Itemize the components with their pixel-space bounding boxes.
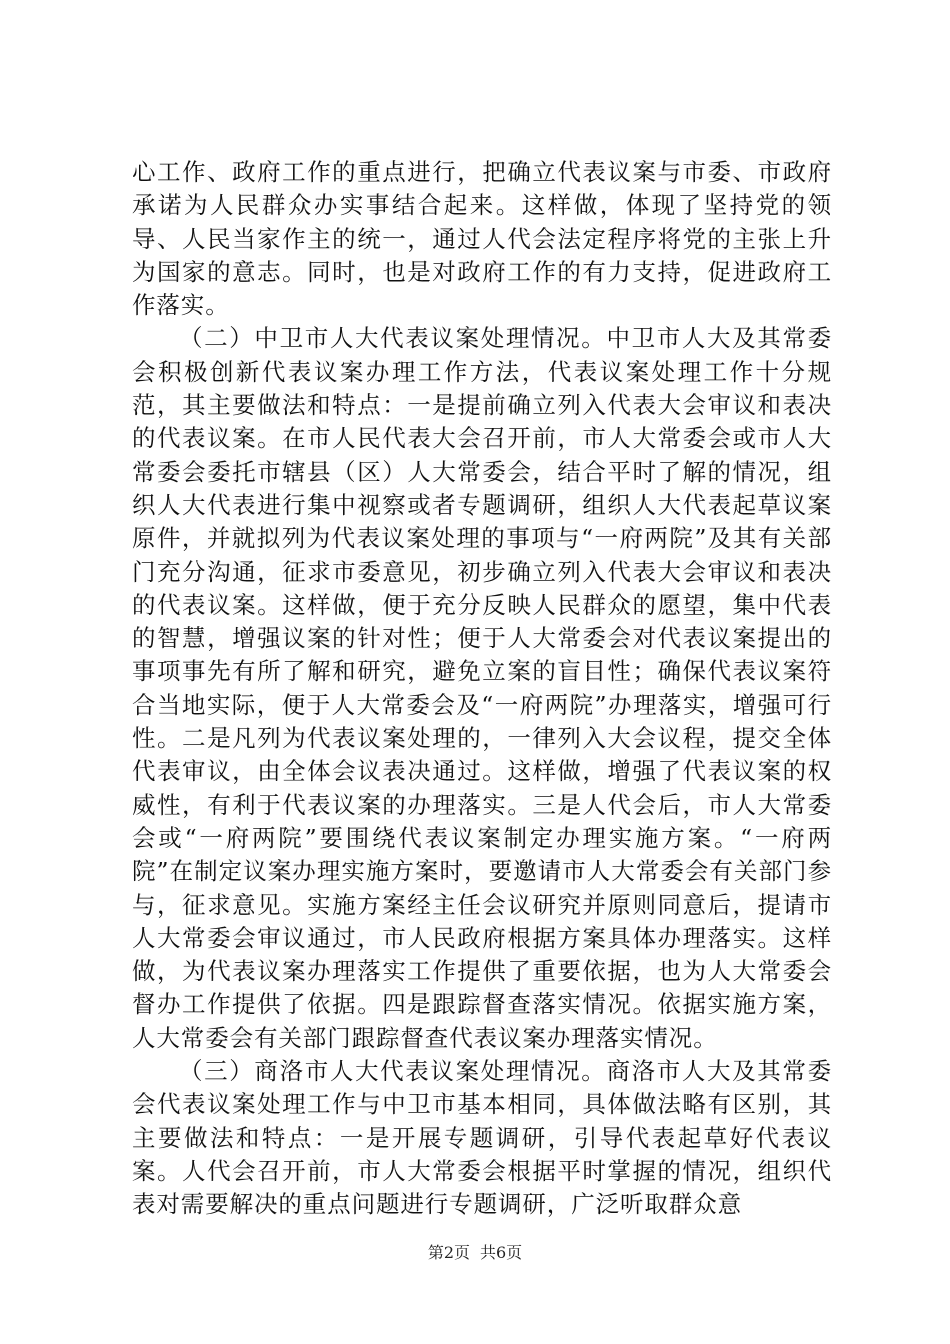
document-body xyxy=(132,156,832,1222)
paragraph-section-2: （二）中卫市人大代表议案处理情况。中卫市人大及其常委会积极创新代表议案办理工作方法，代表议案处理工作十分规范，其主要做法和特点：一是提前确立列入代表大会审议和表决的代表议案。在市人民代表大会召开前，市人大常委会或市人大常委会委托市辖县（区）人大常委会，结合平时了解的情况，组织人大代表进行集中视察或者专题调研，组织人大代表起草议案原件，并就拟列为代表议案处理的事项与“一府两院”及其有关部门充分沟通，征求市委意见，初步确立列入代表大会审议和表决的代表议案。这样做，便于充分反映人民群众的愿望，集中代表的智慧，增强议案的针对性；便于人大常委会对代表议案提出的事项事先有所了解和研究，避免立案的盲目性；确保代表议案符合当地实际，便于人大常委会及“一府两院”办理落实，增强可行性。二是凡列为代表议案处理的，一律列入大会议程，提交全体代表审议，由全体会议表决通过。这样做，增强了代表议案的权威性，有利于代表议案的办理落实。三是人代会后，市人大常委会或“一府两院”要围绕代表议案制定办理实施方案。“一府两院”在制定议案办理实施方案时，要邀请市人大常委会有关部门参与，征求意见。实施方案经主任会议研究并原则同意后，提请市人大常委会审议通过，市人民政府根据方案具体办理落实。这样做，为代表议案办理落实工作提供了重要依据，也为人大常委会督办工作提供了依据。四是跟踪督查落实情况。依据实施方案，人大常委会有关部门跟踪督查代表议案办理落实情况。 xyxy=(132,324,832,1052)
paragraph-section-3: （三）商洛市人大代表议案处理情况。商洛市人大及其常委会代表议案处理工作与中卫市基本相同，具体做法略有区别，其主要做法和特点：一是开展专题调研，引导代表起草好代表议案。人代会召开前，市人大常委会根据平时掌握的情况，组织代表对需要解决的重点问题进行专题调研，广泛听取群众意 xyxy=(132,1057,832,1219)
page-total: 共6页 xyxy=(480,1243,523,1262)
page-number: 第2页 xyxy=(427,1243,470,1262)
paragraph-continuation: 心工作、政府工作的重点进行，把确立代表议案与市委、市政府承诺为人民群众办实事结合起来。这样做，体现了坚持党的领导、人民当家作主的统一，通过人代会法定程序将党的主张上升为国家的意志。同时，也是对政府工作的有力支持，促进政府工作落实。 xyxy=(132,158,832,320)
page-footer xyxy=(0,1243,950,1263)
